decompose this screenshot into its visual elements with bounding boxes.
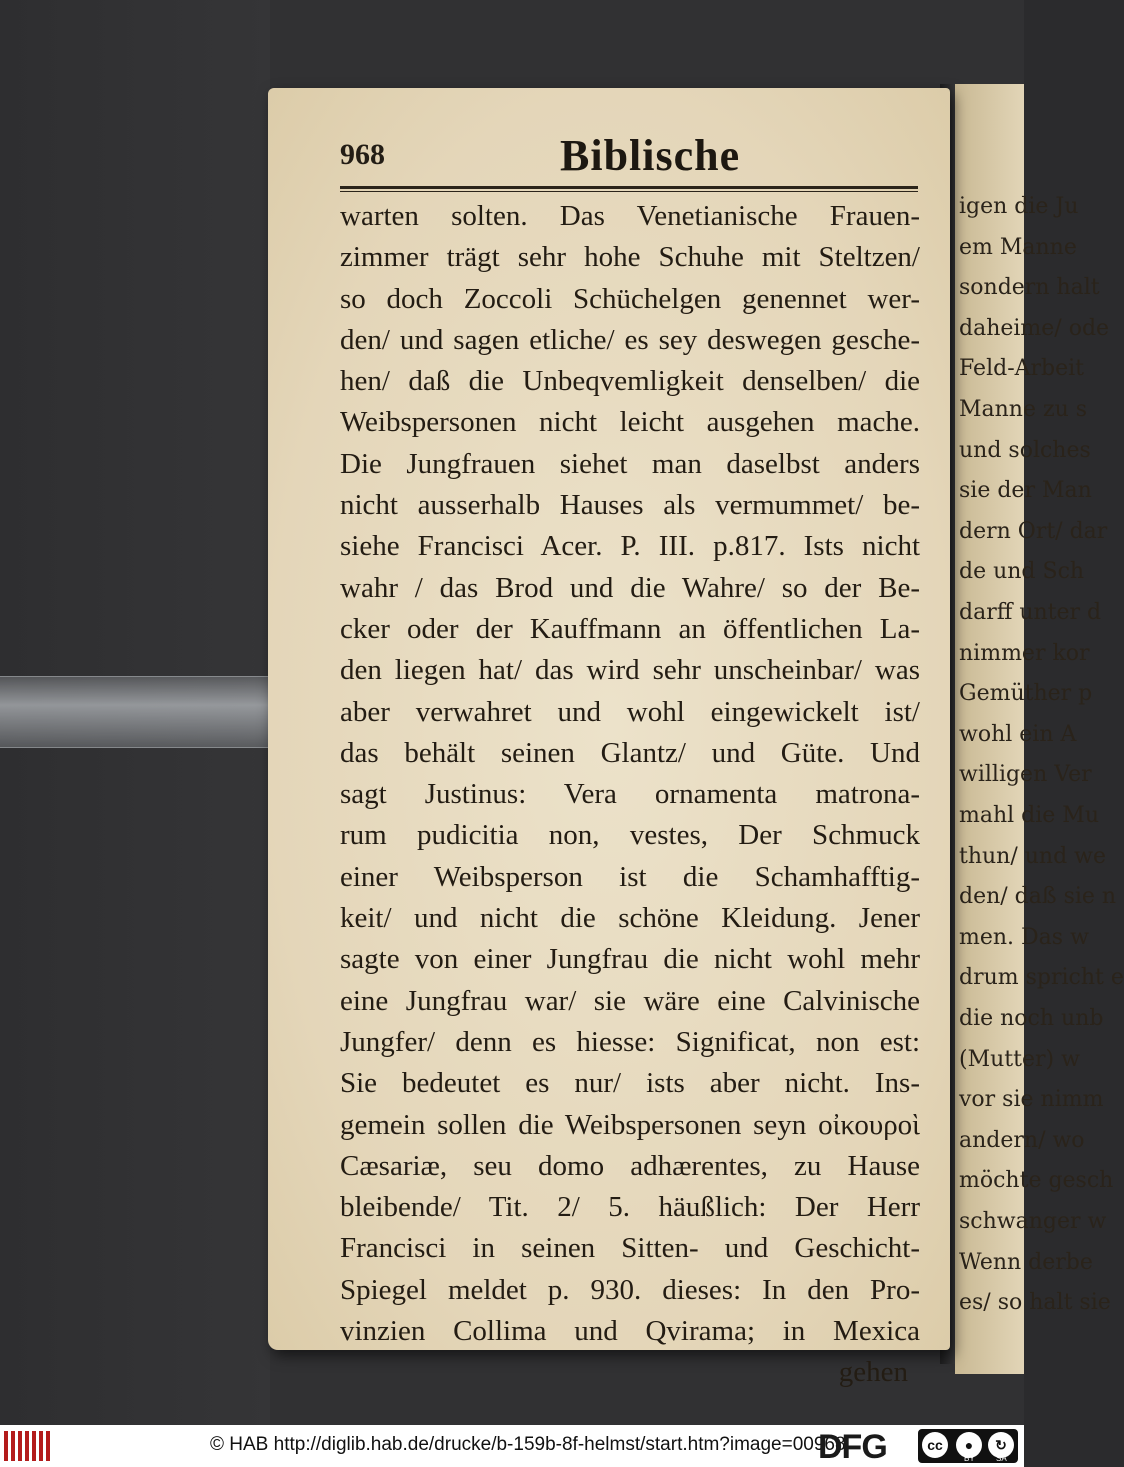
text-line: nicht ausserhalb Hauses als vermummet/ be- — [340, 489, 920, 522]
text-line: das behält seinen Glantz/ und Güte. Und — [340, 736, 920, 769]
page-body-text — [340, 196, 920, 1394]
text-line: sagt Justinus: Vera ornamenta matrona- — [340, 778, 920, 811]
text-line: vinzien Collima und Qvirama; in Mexica — [340, 1315, 920, 1348]
next-page-line: vor sie nimm — [959, 1087, 1104, 1113]
text-line: so doch Zoccoli Schüchelgen genennet wer- — [340, 282, 920, 315]
next-page-line: willigen Ver — [959, 762, 1092, 788]
text-line: zimmer trägt sehr hohe Schuhe mit Steltzen/ — [340, 241, 920, 274]
header-rule-bottom — [340, 191, 918, 192]
next-page-line: darff unter d — [959, 600, 1102, 625]
next-page-line: thun/ und we — [959, 843, 1107, 869]
next-page-line: und solches — [959, 437, 1091, 463]
text-line: Spiegel meldet p. 930. dieses: In den Pro- — [340, 1273, 920, 1306]
next-page-line: sondern halt — [959, 275, 1100, 301]
text-line: Jungfer/ denn es hiesse: Significat, non est: — [340, 1025, 920, 1058]
next-page-line: schwanger w — [959, 1209, 1107, 1234]
text-line: bleibende/ Tit. 2/ 5. häußlich: Der Herr — [340, 1191, 920, 1224]
text-line: Cæsariæ, seu domo adhærentes, zu Hause — [340, 1149, 920, 1182]
text-line: aber verwahret und wohl eingewickelt ist/ — [340, 695, 920, 728]
next-page-line: (Mutter) w — [959, 1046, 1080, 1072]
next-page-line: andern/ wo — [959, 1127, 1085, 1153]
next-page-line: wohl ein A — [959, 721, 1077, 747]
next-page-line: den/ daß sie n — [959, 884, 1117, 910]
text-line: den liegen hat/ das wird sehr unscheinbar/ was — [340, 654, 920, 687]
header-rule-top — [340, 186, 918, 189]
text-line: gemein sollen die Weibspersonen seyn οἰκουροὶ — [340, 1108, 920, 1141]
text-line: Sie bedeutet es nur/ ists aber nicht. Ins- — [340, 1067, 920, 1100]
page-number: 968 — [340, 138, 385, 171]
next-page-line: sie der Man — [959, 478, 1092, 504]
text-line: hen/ daß die Unbeqvemligkeit denselben/ die — [340, 365, 920, 398]
by-person-icon: ● — [956, 1432, 982, 1458]
next-page-line: es/ so halt sie — [959, 1290, 1111, 1316]
next-page-line: daheime/ ode — [959, 315, 1110, 341]
text-line: warten solten. Das Venetianische Frauen- — [340, 200, 920, 232]
text-line: keit/ und nicht die schöne Kleidung. Jener — [340, 902, 920, 935]
dfg-logo: DFG — [818, 1428, 887, 1466]
next-page-line: mahl die Mu — [959, 803, 1100, 828]
text-line: einer Weibsperson ist die Schamhafftig- — [340, 860, 920, 893]
text-line: gehen — [838, 1356, 908, 1389]
next-page-line: möchte gesch — [959, 1168, 1114, 1194]
text-line: cker oder der Kauffmann an öffentlichen La- — [340, 612, 920, 645]
text-line: wahr / das Brod und die Wahre/ so der Be- — [340, 571, 920, 604]
next-page-line: nimmer kor — [959, 640, 1090, 666]
running-title: Biblische — [560, 131, 741, 180]
cc-license-badge[interactable] — [918, 1429, 1018, 1463]
text-line: siehe Francisci Acer. P. III. p.817. Ists nicht — [340, 530, 920, 563]
text-line: den/ und sagen etliche/ es sey deswegen gesche- — [340, 323, 920, 356]
next-page-line: igen die Ju — [959, 194, 1079, 219]
page-header — [340, 130, 920, 186]
next-page-line: Wenn derbe — [959, 1249, 1093, 1275]
next-page-line: drum spricht e — [959, 965, 1124, 991]
by-label: BY — [964, 1454, 975, 1463]
next-page-line: Gemüther p — [959, 681, 1093, 707]
text-line: eine Jungfrau war/ sie wäre eine Calvinische — [340, 984, 920, 1017]
next-page-line: Feld-Arbeit — [959, 356, 1085, 382]
next-page-line: em Manne — [959, 234, 1077, 260]
cc-icon: cc — [922, 1432, 948, 1458]
next-page-line: dern Ort/ dar — [959, 518, 1108, 544]
hab-logo-icon — [4, 1431, 50, 1461]
next-page-edge — [955, 84, 1124, 1374]
footer-bar — [0, 1425, 1024, 1467]
next-page-line: die noch unb — [959, 1006, 1104, 1031]
sa-label: SA — [996, 1454, 1007, 1463]
text-line: sagte von einer Jungfrau die nicht wohl mehr — [340, 943, 920, 976]
book-holder-strap — [0, 676, 312, 748]
text-line: Francisci in seinen Sitten- und Geschicht- — [340, 1232, 920, 1265]
next-page-line: Manne zu s — [959, 397, 1088, 422]
citation-link[interactable]: © HAB http://diglib.hab.de/drucke/b-159b-8f-helmst/start.htm?image=00968 — [210, 1434, 846, 1455]
text-line: Weibspersonen nicht leicht ausgehen mache. — [340, 406, 920, 439]
share-alike-icon: ↻ — [988, 1432, 1014, 1458]
text-line: Die Jungfrauen siehet man daselbst anders — [340, 447, 920, 480]
text-line: rum pudicitia non, vestes, Der Schmuck — [340, 819, 920, 852]
next-page-line: de und Sch — [959, 559, 1085, 585]
next-page-line: men. Das w — [959, 924, 1089, 950]
